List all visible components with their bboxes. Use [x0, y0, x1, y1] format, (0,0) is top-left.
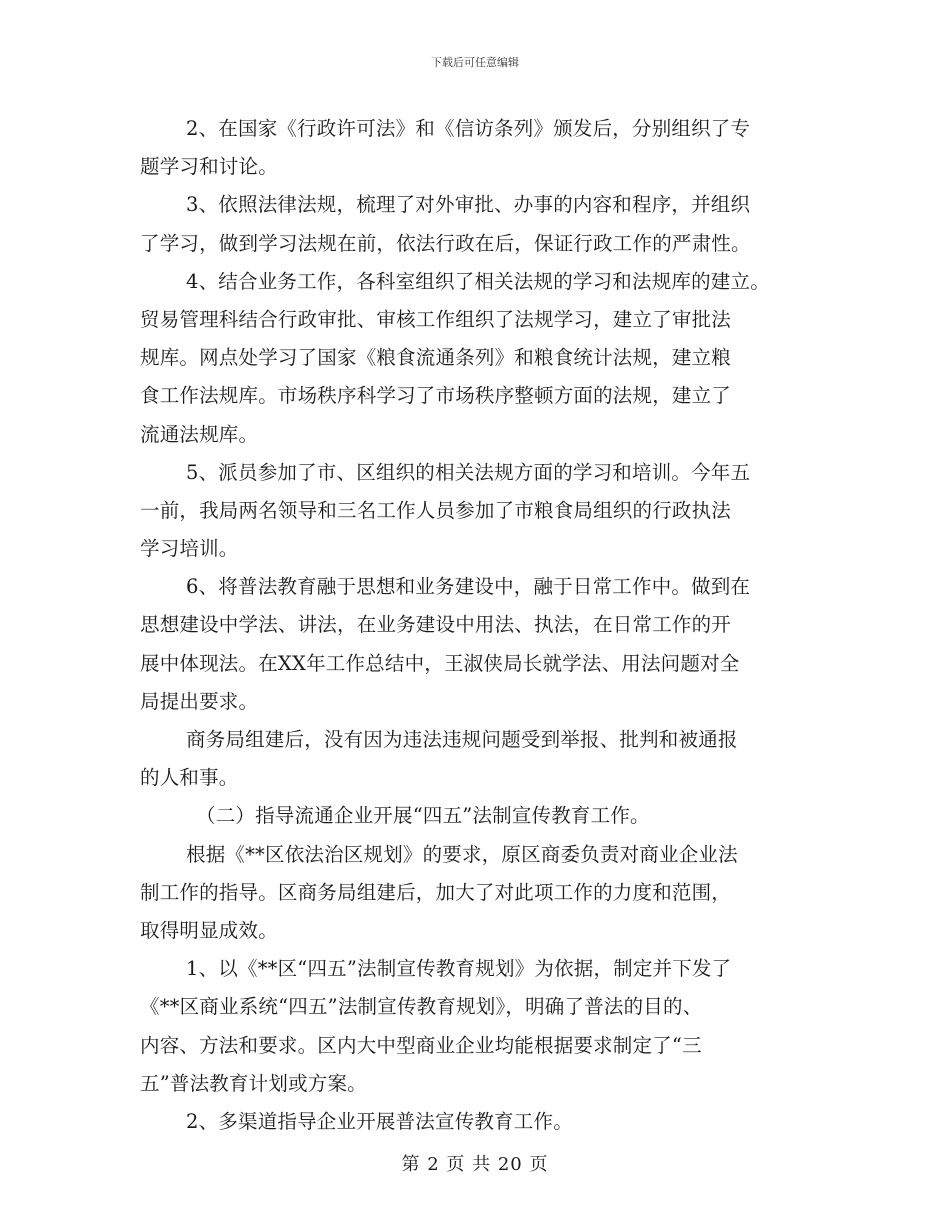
text-line: 4、结合业务工作，各科室组织了相关法规的学习和法规库的建立。	[186, 269, 770, 293]
text-line: 2、多渠道指导企业开展普法宣传教育工作。	[186, 1109, 573, 1133]
text-line: 根据《**区依法治区规划》的要求，原区商委负责对商业企业法	[186, 842, 738, 866]
text-line: 5、派员参加了市、区组织的相关法规方面的学习和培训。今年五	[186, 460, 751, 484]
text-line: 3、依照法律法规，梳理了对外审批、办事的内容和程序，并组织	[186, 193, 751, 217]
text-line: 规库。网点处学习了国家《粮食流通条列》和粮食统计法规，建立粮	[140, 346, 732, 370]
text-line: 食工作法规库。市场秩序科学习了市场秩序整顿方面的法规，建立了	[140, 384, 732, 408]
text-line: 一前，我局两名领导和三名工作人员参加了市粮食局组织的行政执法	[140, 498, 732, 522]
text-line: 五”普法教育计划或方案。	[140, 1071, 367, 1095]
text-line: 学习培训。	[140, 537, 239, 561]
text-line: 6、将普法教育融于思想和业务建设中，融于日常工作中。做到在	[186, 575, 751, 599]
text-line: 取得明显成效。	[140, 918, 278, 942]
text-line: 商务局组建后，没有因为违法违规问题受到举报、批判和被通报	[186, 728, 738, 751]
text-line: （二）指导流通企业开展“四五”法制宣传教育工作。	[196, 804, 650, 828]
text-line: 制工作的指导。区商务局组建后，加大了对此项工作的力度和范围，	[140, 880, 732, 904]
text-line: 《**区商业系统“四五”法制宣传教育规划》，明确了普法的目的、	[140, 995, 703, 1019]
document-body	[140, 110, 830, 1141]
text-line: 局提出要求。	[140, 689, 259, 713]
text-line: 1、以《**区“四五”法制宣传教育规划》为依据，制定并下发了	[186, 957, 732, 981]
text-line: 流通法规库。	[140, 422, 259, 446]
text-line: 展中体现法。在XX年工作总结中，王淑侠局长就学法、用法问题对全	[140, 651, 740, 675]
text-line: 了学习，做到学习法规在前，依法行政在后，保证行政工作的严肃性。	[140, 231, 751, 255]
text-line: 2、在国家《行政许可法》和《信访条列》颁发后，分别组织了专	[186, 117, 751, 140]
text-line: 的人和事。	[140, 766, 239, 790]
text-line: 题学习和讨论。	[140, 155, 278, 179]
text-line: 思想建设中学法、讲法，在业务建设中用法、执法，在日常工作的开	[140, 613, 732, 637]
text-line: 贸易管理科结合行政审批、审核工作组织了法规学习，建立了审批法	[140, 307, 732, 331]
page-number: 第 2 页 共 20 页	[401, 1154, 549, 1175]
text-line: 内容、方法和要求。区内大中型商业企业均能根据要求制定了“三	[140, 1033, 702, 1057]
page-header: 下载后可任意编辑	[431, 56, 519, 69]
